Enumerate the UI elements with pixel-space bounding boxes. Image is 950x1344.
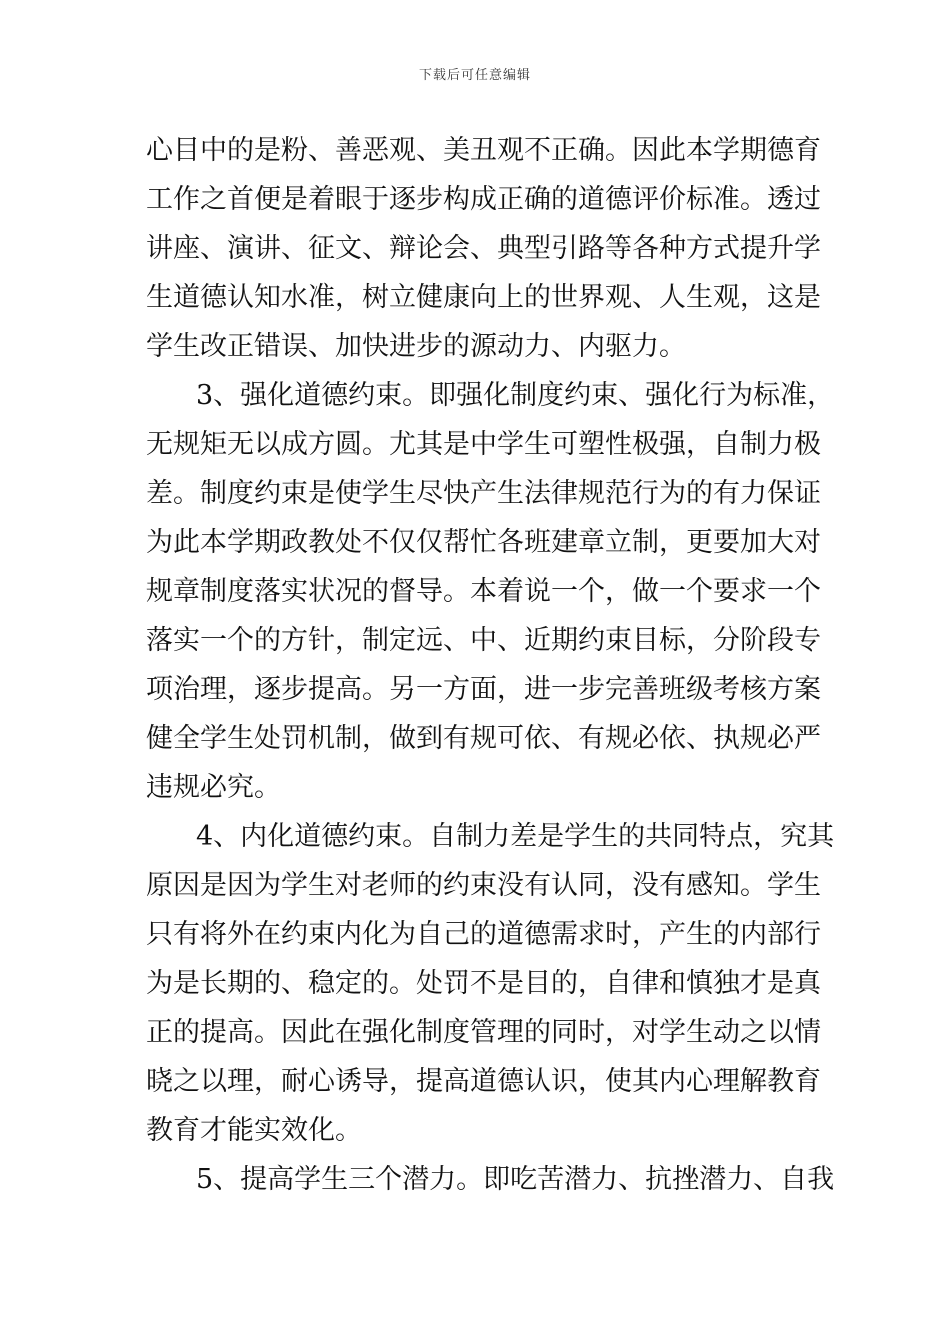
text-line: 心目中的是粉、善恶观、美丑观不正确。因此本学期德育 (146, 135, 821, 166)
text-line: 健全学生处罚机制，做到有规可依、有规必依、执规必严 (146, 723, 821, 754)
text-line: 生道德认知水准，树立健康向上的世界观、人生观，这是 (146, 282, 821, 313)
paragraph-first-line: 5、提高学生三个潜力。即吃苦潜力、抗挫潜力、自我 (196, 1164, 835, 1195)
text-line: 违规必究。 (146, 772, 281, 803)
document-body (146, 126, 835, 1204)
text-line: 规章制度落实状况的督导。本着说一个，做一个要求一个 (146, 576, 821, 607)
text-line: 差。制度约束是使学生尽快产生法律规范行为的有力保证 (146, 478, 821, 509)
text-line: 落实一个的方针，制定远、中、近期约束目标，分阶段专 (146, 625, 821, 656)
text-line: 学生改正错误、加快进步的源动力、内驱力。 (146, 331, 686, 362)
text-line: 为此本学期政教处不仅仅帮忙各班建章立制，更要加大对 (146, 527, 821, 558)
text-line: 无规矩无以成方圆。尤其是中学生可塑性极强，自制力极 (146, 429, 821, 460)
text-line: 工作之首便是着眼于逐步构成正确的道德评价标准。透过 (146, 184, 821, 215)
text-line: 项治理，逐步提高。另一方面，进一步完善班级考核方案 (146, 674, 821, 705)
text-line: 正的提高。因此在强化制度管理的同时，对学生动之以情 (146, 1017, 821, 1048)
text-line: 讲座、演讲、征文、辩论会、典型引路等各种方式提升学 (146, 233, 821, 264)
text-line: 教育才能实效化。 (146, 1115, 362, 1146)
text-line: 原因是因为学生对老师的约束没有认同，没有感知。学生 (146, 870, 821, 901)
paragraph-first-line: 3、强化道德约束。即强化制度约束、强化行为标准， (196, 380, 835, 411)
page-header: 下载后可任意编辑 (418, 68, 531, 83)
paragraph-first-line: 4、内化道德约束。自制力差是学生的共同特点，究其 (196, 821, 835, 852)
text-line: 只有将外在约束内化为自己的道德需求时，产生的内部行 (146, 919, 821, 950)
text-line: 为是长期的、稳定的。处罚不是目的，自律和慎独才是真 (146, 968, 821, 999)
text-line: 晓之以理，耐心诱导，提高道德认识，使其内心理解教育 (146, 1066, 821, 1097)
